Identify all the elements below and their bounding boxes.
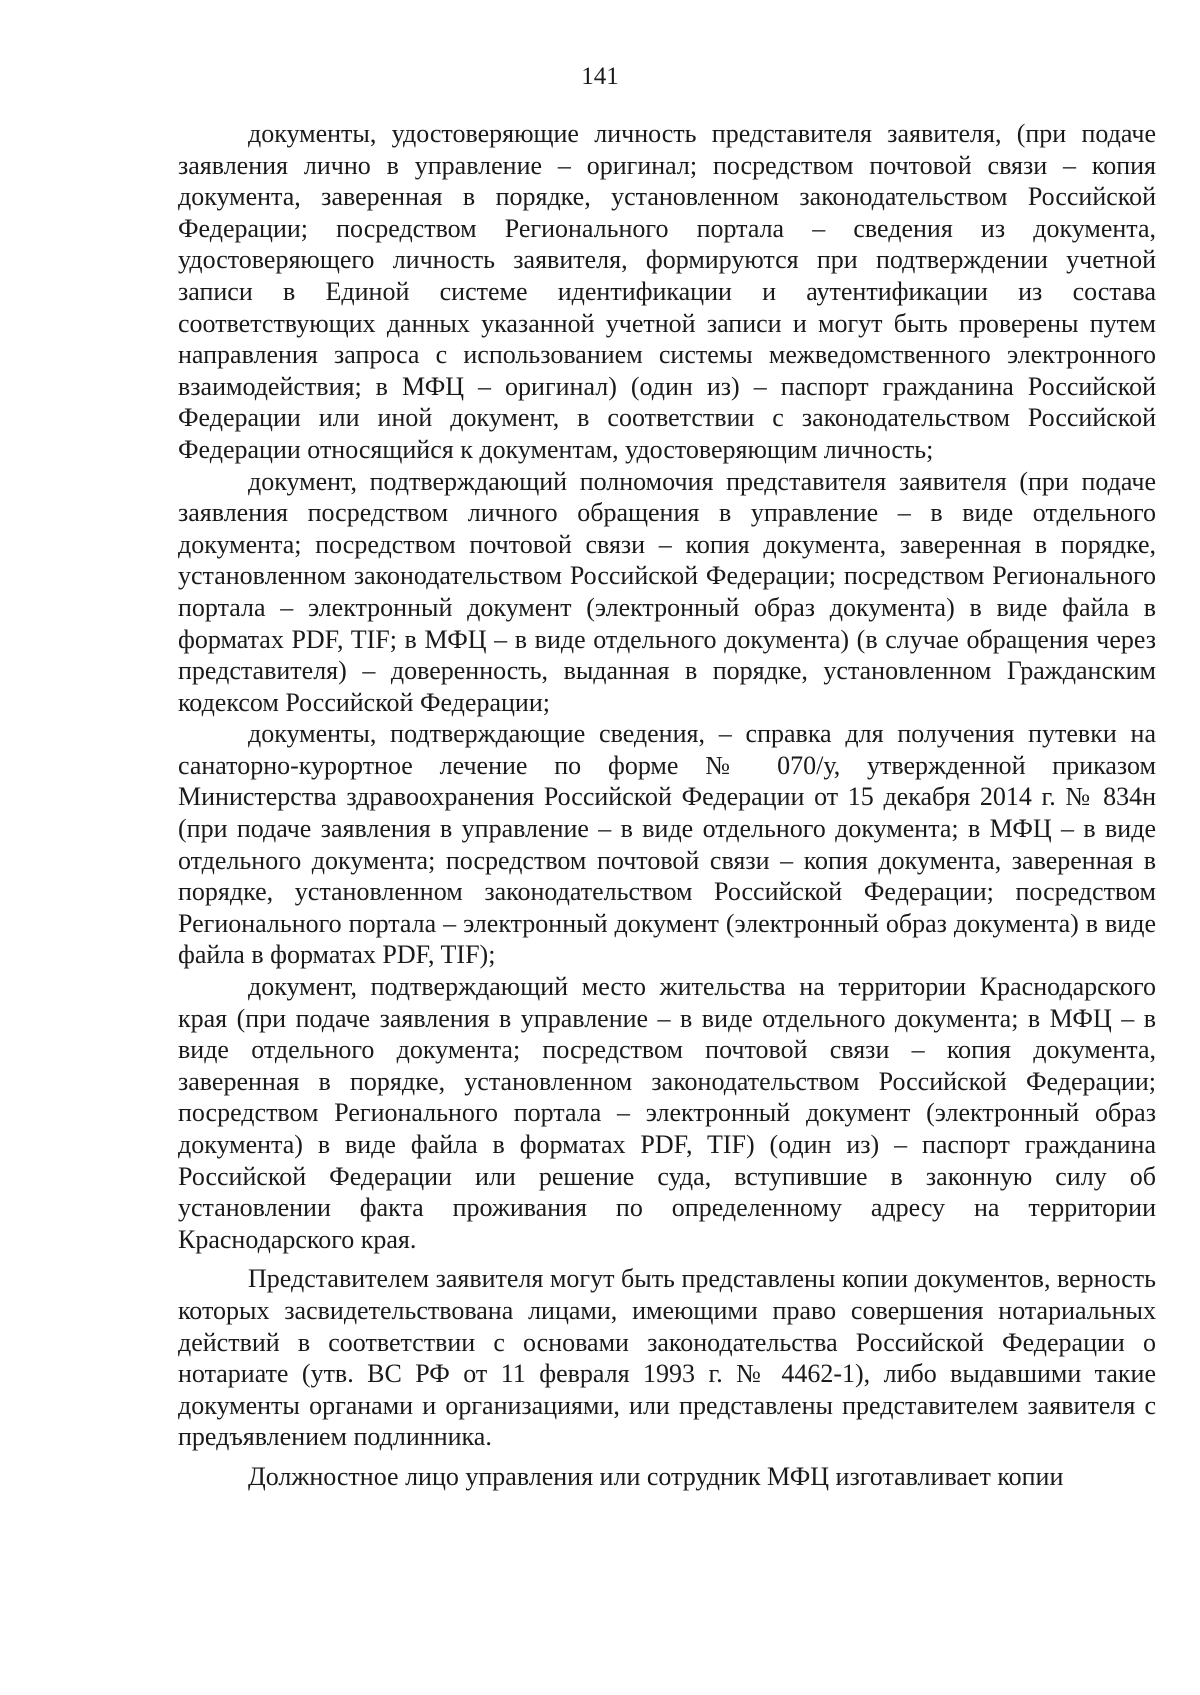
paragraph-residence-document: документ, подтверждающий место жительства на территории Краснодарского края (при подаче заявления в управление – в виде отдельного документа; в МФЦ – в виде отдельного документа; посредством почтовой связи – копия документа, заверенная в порядке, установленном законодательством Российской Федерации; посредством Регионального портала – электронный документ (электронный образ документа) в виде файла в форматах PDF, TIF) (один из) – паспорт гражданина Российской Федерации или решение суда, вступившие в законную силу об установлении факта проживания по определенному адресу на территории Краснодарского края. — [178, 972, 1156, 1254]
paragraph-certified-copies: Представителем заявителя могут быть представлены копии документов, верность которых засвидетельствована лицами, имеющими право совершения нотариальных действий в соответствии с основами законодательства Российской Федерации о нотариате (утв. ВС РФ от 11 февраля 1993 г. № 4462-1), либо выдавшими такие документы органами и организациями, или представлены представителем заявителя с предъявлением подлинника. — [178, 1264, 1156, 1452]
page-number: 141 — [581, 63, 619, 90]
paragraph-identity-documents: документы, удостоверяющие личность представителя заявителя, (при подаче заявления лично в управление – оригинал; посредством почтовой связи – копия документа, заверенная в порядке, установленном законодательством Российской Федерации; посредством Регионального портала – сведения из документа, удостоверяющего личность заявителя, формируются при подтверждении учетной записи в Единой системе идентификации и аутентификации из состава соответствующих данных указанной учетной записи и могут быть проверены путем направления запроса с использованием системы межведомственного электронного взаимодействия; в МФЦ – оригинал) (один из) – паспорт гражданина Российской Федерации или иной документ, в соответствии с законодательством Российской Федерации относящийся к документам, удостоверяющим личность; — [178, 119, 1156, 464]
paragraph-representative-authority: документ, подтверждающий полномочия представителя заявителя (при подаче заявления посредством личного обращения в управление – в виде отдельного документа; посредством почтовой связи – копия документа, заверенная в порядке, установленном законодательством Российской Федерации; посредством Регионального портала – электронный документ (электронный образ документа) в виде файла в форматах PDF, TIF; в МФЦ – в виде отдельного документа) (в случае обращения через представителя) – доверенность, выданная в порядке, установленном Гражданским кодексом Российской Федерации; — [178, 466, 1156, 717]
document-body — [178, 118, 1156, 1493]
paragraph-official-copies: Должностное лицо управления или сотрудник МФЦ изготавливает копии — [248, 1461, 1064, 1491]
paragraph-confirming-documents: документы, подтверждающие сведения, – справка для получения путевки на санаторно-курортное лечение по форме № 070/у, утвержденной приказом Министерства здравоохранения Российской Федерации от 15 декабря 2014 г. № 834н (при подаче заявления в управление – в виде отдельного документа; в МФЦ – в виде отдельного документа; посредством почтовой связи – копия документа, заверенная в порядке, установленном законодательством Российской Федерации; посредством Регионального портала – электронный документ (электронный образ документа) в виде файла в форматах PDF, TIF); — [178, 719, 1156, 970]
